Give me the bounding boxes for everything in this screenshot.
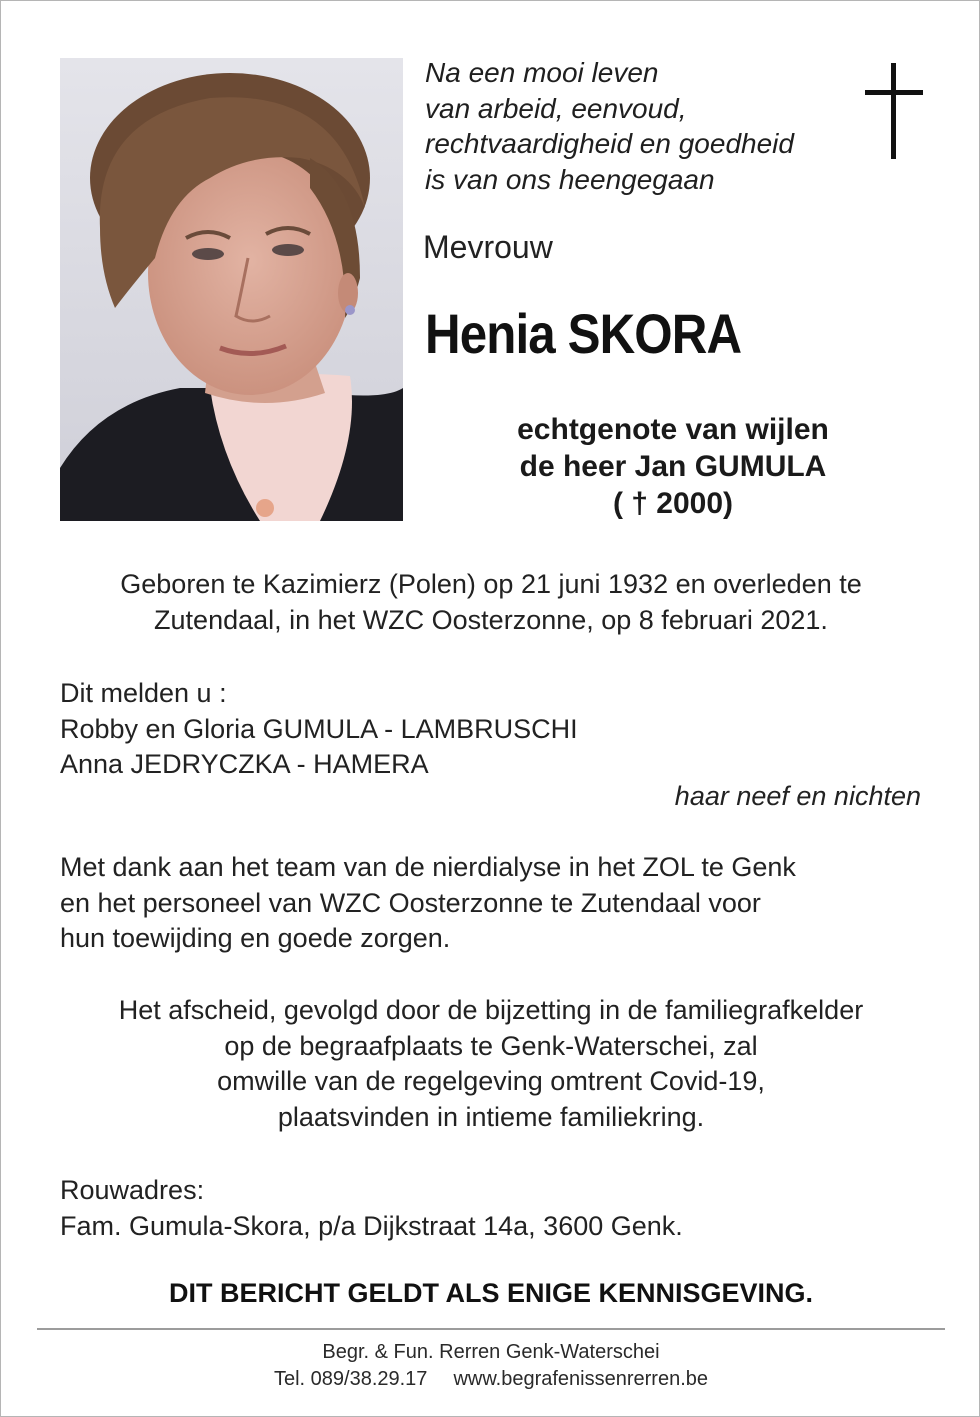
footer-phone: Tel. 089/38.29.17 bbox=[273, 1368, 428, 1390]
thanks-paragraph bbox=[60, 850, 940, 957]
address-value: Fam. Gumula-Skora, p/a Dijkstraat 14a, 3600 Genk. bbox=[60, 1210, 683, 1241]
cross-icon bbox=[865, 63, 923, 159]
deceased-name: Henia SKORA bbox=[425, 302, 742, 365]
farewell-line: op de begraafplaats te Genk-Waterschei, zal bbox=[224, 1030, 758, 1061]
notice-statement: DIT BERICHT GELDT ALS ENIGE KENNISGEVING. bbox=[168, 1278, 814, 1308]
family-member: Anna JEDRYCZKA - HAMERA bbox=[60, 749, 429, 779]
family-intro: Dit melden u : bbox=[60, 678, 227, 708]
mourning-address bbox=[60, 1173, 940, 1244]
birth-death-line: Zutendaal, in het WZC Oosterzonne, op 8 februari 2021. bbox=[154, 604, 828, 635]
footer-website[interactable]: www.begrafenissenrerren.be bbox=[453, 1368, 709, 1390]
footer bbox=[41, 1339, 941, 1393]
footer-divider bbox=[37, 1328, 945, 1330]
salutation: Mevrouw bbox=[423, 229, 553, 265]
farewell-line: Het afscheid, gevolgd door de bijzetting in de familiegrafkelder bbox=[118, 995, 864, 1025]
verse-line: is van ons heengegaan bbox=[425, 163, 715, 195]
family-relation: haar neef en nichten bbox=[674, 781, 921, 811]
verse-line: Na een mooi leven bbox=[425, 57, 659, 88]
farewell-line: plaatsvinden in intieme familiekring. bbox=[277, 1101, 705, 1132]
farewell-paragraph bbox=[41, 993, 941, 1135]
spouse-info bbox=[403, 411, 943, 522]
verse-line: van arbeid, eenvoud, bbox=[425, 92, 687, 124]
thanks-line: hun toewijding en goede zorgen. bbox=[60, 923, 451, 953]
footer-contact bbox=[41, 1366, 941, 1393]
spouse-line: de heer Jan GUMULA bbox=[519, 450, 827, 483]
portrait-photo bbox=[60, 58, 403, 521]
memorial-verse bbox=[425, 55, 855, 197]
farewell-line: omwille van de regelgeving omtrent Covid-19, bbox=[217, 1066, 765, 1096]
address-label: Rouwadres: bbox=[60, 1175, 205, 1205]
birth-death-info bbox=[41, 567, 941, 638]
funeral-home: Begr. & Fun. Rerren Genk-Waterschei bbox=[322, 1341, 660, 1363]
spouse-line: echtgenote van wijlen bbox=[517, 413, 829, 446]
verse-line: rechtvaardigheid en goedheid bbox=[425, 128, 794, 159]
spouse-line: ( † 2000) bbox=[612, 487, 734, 520]
family-member: Robby en Gloria GUMULA - LAMBRUSCHI bbox=[60, 713, 578, 744]
birth-death-line: Geboren te Kazimierz (Polen) op 21 juni 1932 en overleden te bbox=[120, 569, 862, 599]
thanks-line: en het personeel van WZC Oosterzonne te Zutendaal voor bbox=[60, 887, 761, 918]
thanks-line: Met dank aan het team van de nierdialyse in het ZOL te Genk bbox=[60, 852, 796, 882]
family-announcement bbox=[60, 676, 930, 783]
